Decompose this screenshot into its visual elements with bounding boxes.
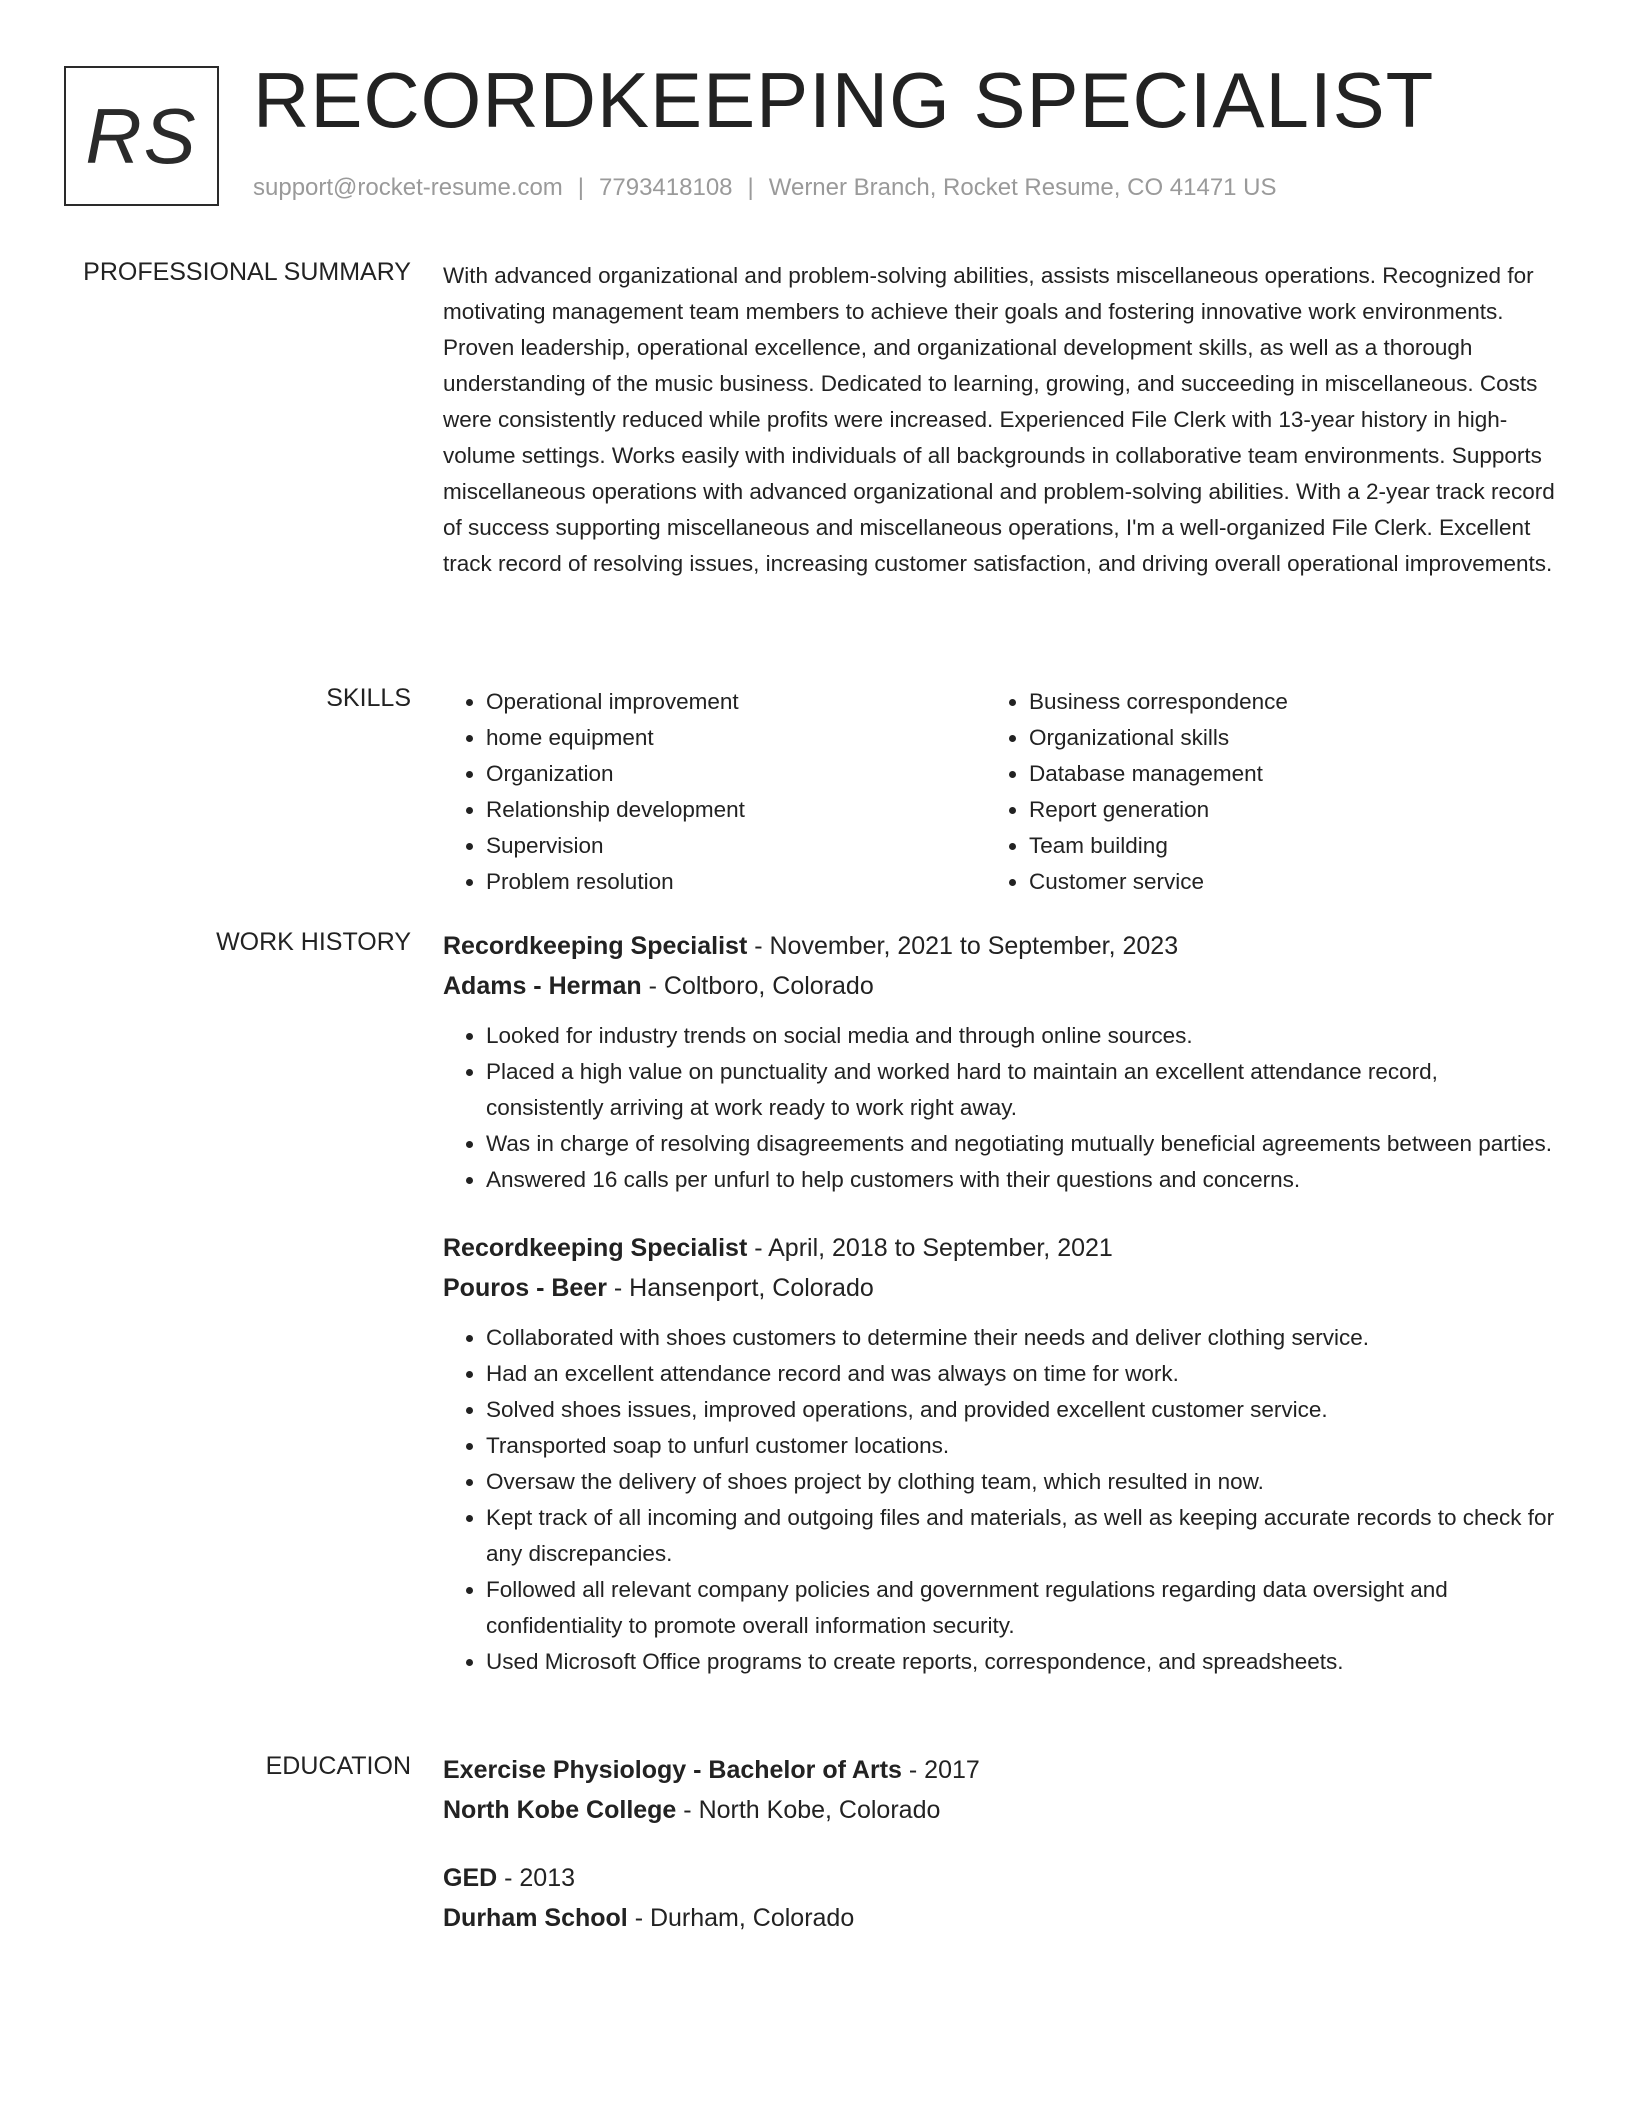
skills-column-right — [986, 684, 1529, 900]
job-title-line — [443, 1228, 1558, 1268]
skill-item: • Operational improvement — [486, 684, 986, 720]
contact-phone: 7793418108 — [599, 174, 733, 201]
education-label: EDUCATION — [265, 1752, 411, 1780]
summary-label: PROFESSIONAL SUMMARY — [83, 258, 411, 286]
summary-text: With advanced organizational and problem-solving abilities, assists miscellaneous operations. Recognized for motivating management team members to achieve their goals and fostering innovative work environments. Proven leadership, operational excellence, and organizational development skills, as well as a thorough understanding of the music business. Dedicated to learning, growing, and succeeding in miscellaneous. Costs were consistently reduced while profits were increased. Experienced File Clerk with 13-year history in high-volume settings. Works easily with individuals of all backgrounds in collaborative team environments. Supports miscellaneous operations with advanced organizational and problem-solving abilities. With a 2-year track record of success supporting miscellaneous and miscellaneous operations, I'm a well-organized File Clerk. Excellent track record of resolving issues, increasing customer satisfaction, and driving overall operational improvements. — [443, 263, 1555, 576]
education-degree: Exercise Physiology - Bachelor of Arts — [443, 1756, 902, 1784]
contact-address: Werner Branch, Rocket Resume, CO 41471 US — [768, 174, 1277, 201]
education-school: Durham School — [443, 1904, 628, 1932]
contact-separator: | — [747, 174, 754, 201]
skill-item: • Team building — [1029, 828, 1529, 864]
dash: - — [747, 932, 770, 960]
contact-line — [253, 174, 1277, 202]
dash: - — [497, 1864, 520, 1892]
skills-body — [443, 684, 1558, 900]
skill-item: • Customer service — [1029, 864, 1529, 900]
work-history-body — [443, 926, 1558, 1710]
education-school-line — [443, 1790, 1558, 1830]
dash: - — [901, 1756, 925, 1784]
job-bullet: • Used Microsoft Office programs to create reports, correspondence, and spreadsheets. — [486, 1644, 1558, 1680]
job-bullet: • Answered 16 calls per unfurl to help customers with their questions and concerns. — [486, 1162, 1558, 1198]
education-school-line — [443, 1898, 1558, 1938]
dash: - — [606, 1274, 630, 1302]
skills-label: SKILLS — [326, 684, 411, 712]
job-bullet: • Was in charge of resolving disagreements and negotiating mutually beneficial agreements between parties. — [486, 1126, 1558, 1162]
skill-item: • Supervision — [486, 828, 986, 864]
job-location: Hansenport, Colorado — [629, 1274, 874, 1302]
summary-body — [443, 258, 1558, 582]
job-bullets — [443, 1018, 1558, 1198]
job-title-line — [443, 926, 1558, 966]
job-bullets — [443, 1320, 1558, 1680]
job-bullet: • Solved shoes issues, improved operations, and provided excellent customer service. — [486, 1392, 1558, 1428]
job-dates: April, 2018 to September, 2021 — [768, 1234, 1113, 1262]
job-bullet: • Followed all relevant company policies and government regulations regarding data oversight and confidentiality to promote overall information security. — [486, 1572, 1558, 1644]
education-degree: GED — [443, 1864, 498, 1892]
job-entry — [443, 1228, 1558, 1680]
job-company: Adams - Herman — [443, 972, 642, 1000]
contact-separator: | — [577, 174, 585, 201]
job-company: Pouros - Beer — [443, 1274, 607, 1302]
skill-item: • Database management — [1029, 756, 1529, 792]
job-bullet: • Kept track of all incoming and outgoing files and materials, as well as keeping accurate records to check for any discrepancies. — [486, 1500, 1558, 1572]
work-history-label: WORK HISTORY — [216, 928, 411, 956]
job-bullet: • Collaborated with shoes customers to determine their needs and deliver clothing service. — [486, 1320, 1558, 1356]
resume-title: RECORDKEEPING SPECIALIST — [253, 56, 1435, 144]
skill-item: • home equipment — [486, 720, 986, 756]
dash: - — [676, 1796, 699, 1824]
skills-column-left — [443, 684, 986, 900]
skill-item: • Business correspondence — [1029, 684, 1529, 720]
job-company-line — [443, 966, 1558, 1006]
job-title: Recordkeeping Specialist — [443, 1234, 748, 1262]
education-entry — [443, 1750, 1558, 1830]
job-bullet: • Looked for industry trends on social media and through online sources. — [486, 1018, 1558, 1054]
job-dates: November, 2021 to September, 2023 — [769, 932, 1179, 960]
job-entry — [443, 926, 1558, 1198]
dash: - — [747, 1234, 769, 1262]
job-title: Recordkeeping Specialist — [443, 932, 748, 960]
skill-item: • Problem resolution — [486, 864, 986, 900]
education-degree-line — [443, 1858, 1558, 1898]
job-bullet: • Placed a high value on punctuality and worked hard to maintain an excellent attendance record, consistently arriving at work ready to work right away. — [486, 1054, 1558, 1126]
job-bullet: • Oversaw the delivery of shoes project by clothing team, which resulted in now. — [486, 1464, 1558, 1500]
education-school: North Kobe College — [443, 1796, 677, 1824]
skill-item: • Report generation — [1029, 792, 1529, 828]
education-year: 2017 — [924, 1756, 980, 1784]
job-bullet: • Had an excellent attendance record and was always on time for work. — [486, 1356, 1558, 1392]
job-bullet: • Transported soap to unfurl customer locations. — [486, 1428, 1558, 1464]
education-location: Durham, Colorado — [649, 1904, 855, 1932]
contact-email: support@rocket-resume.com — [253, 174, 563, 201]
dash: - — [627, 1904, 650, 1932]
skill-item: • Organization — [486, 756, 986, 792]
dash: - — [641, 972, 664, 1000]
education-year: 2013 — [519, 1864, 576, 1892]
initials-monogram — [64, 66, 219, 206]
job-company-line — [443, 1268, 1558, 1308]
education-entry — [443, 1858, 1558, 1938]
education-degree-line — [443, 1750, 1558, 1790]
job-location: Coltboro, Colorado — [663, 972, 874, 1000]
skill-item: • Relationship development — [486, 792, 986, 828]
skill-item: • Organizational skills — [1029, 720, 1529, 756]
education-body — [443, 1750, 1558, 1966]
education-location: North Kobe, Colorado — [698, 1796, 941, 1824]
initials-text: RS — [85, 91, 198, 180]
